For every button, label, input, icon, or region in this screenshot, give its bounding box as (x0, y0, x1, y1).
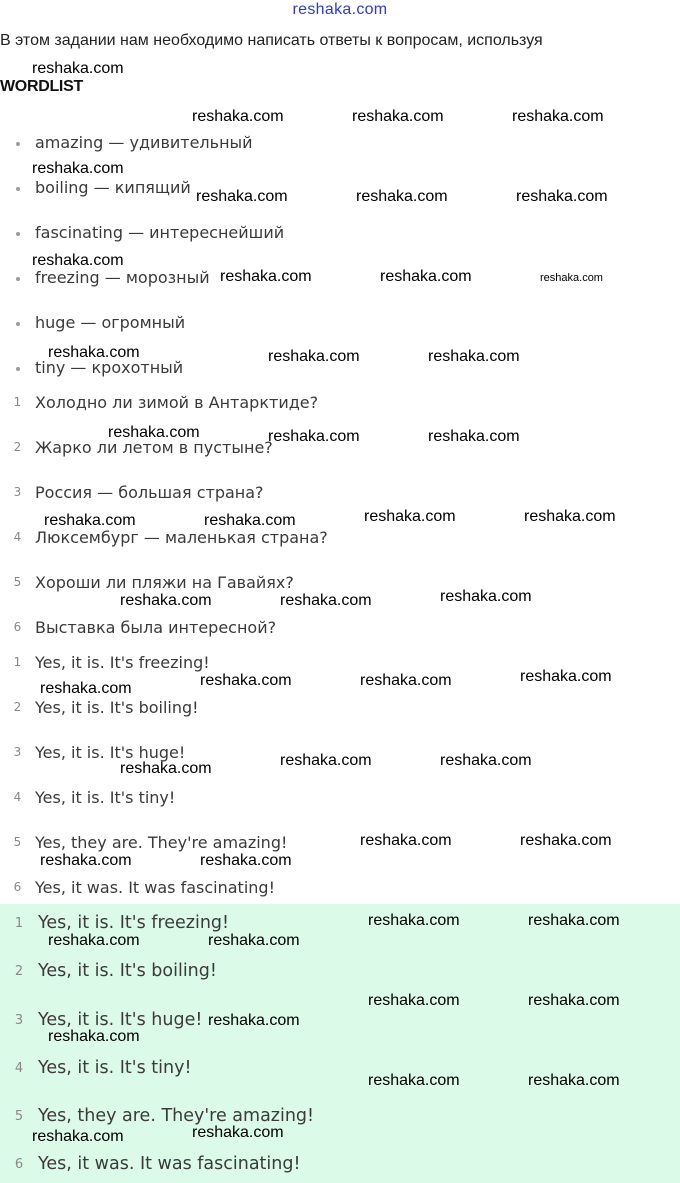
watermark: reshaka.com (208, 1012, 300, 1029)
watermark: reshaka.com (528, 1072, 620, 1089)
bullet-icon (0, 180, 35, 194)
answer-text: Yes, it is. It's huge! (38, 1010, 203, 1030)
watermark: reshaka.com (40, 680, 132, 697)
watermark: reshaka.com (32, 160, 124, 177)
watermark: reshaka.com (280, 592, 372, 609)
item-number: 2 (13, 700, 22, 714)
watermark: reshaka.com (44, 512, 136, 529)
watermark: reshaka.com (48, 932, 140, 949)
item-number: 3 (13, 485, 22, 499)
watermark: reshaka.com (368, 992, 460, 1009)
bullet-icon (0, 270, 35, 284)
answer-text: Yes, it was. It was fascinating! (35, 877, 275, 897)
watermark: reshaka.com (48, 1028, 140, 1045)
wordlist-entry: huge — огромный (35, 312, 186, 332)
watermark: reshaka.com (360, 832, 452, 849)
watermark: reshaka.com (120, 592, 212, 609)
list-item (0, 782, 175, 812)
watermark: reshaka.com (364, 508, 456, 525)
bullet-icon (0, 360, 35, 374)
watermark: reshaka.com (120, 760, 212, 777)
answer-text: Yes, they are. They're amazing! (35, 832, 288, 852)
watermark: reshaka.com (528, 912, 620, 929)
item-number: 4 (14, 1060, 24, 1076)
question-text: Люксембург — маленькая страна? (35, 527, 328, 547)
item-number: 6 (14, 1156, 24, 1172)
item-number: 5 (14, 1108, 24, 1124)
list-item (0, 1147, 300, 1181)
item-number: 2 (14, 963, 24, 979)
answer-text: Yes, it is. It's freezing! (35, 652, 210, 672)
watermark: reshaka.com (208, 932, 300, 949)
answer-text: Yes, it was. It was fascinating! (38, 1154, 301, 1174)
watermark: reshaka.com (200, 852, 292, 869)
item-number: 1 (13, 655, 22, 669)
item-number: 3 (13, 745, 22, 759)
wordlist-entry: tiny — крохотный (35, 357, 184, 377)
watermark: reshaka.com (220, 268, 312, 285)
watermark: reshaka.com (520, 668, 612, 685)
list-item (0, 647, 210, 677)
item-number: 4 (13, 790, 22, 804)
watermark: reshaka.com (356, 188, 448, 205)
answer-text: Yes, it is. It's huge! (35, 742, 186, 762)
intro-text: В этом задании нам необходимо написать ответы к вопросам, используя (0, 32, 543, 49)
watermark: reshaka.com (512, 108, 604, 125)
watermark: reshaka.com (32, 60, 124, 77)
watermark: reshaka.com (200, 672, 292, 689)
watermark: reshaka.com (524, 508, 616, 525)
watermark: reshaka.com (32, 1128, 124, 1145)
wordlist-entry: amazing — удивительный (35, 132, 253, 152)
watermark: reshaka.com (368, 912, 460, 929)
wordlist-entry: freezing — морозный (35, 267, 210, 287)
watermark: reshaka.com (108, 424, 200, 441)
watermark: reshaka.com (360, 672, 452, 689)
watermark: reshaka.com (528, 992, 620, 1009)
list-item (0, 872, 275, 902)
watermark: reshaka.com (192, 108, 284, 125)
answer-text: Yes, it is. It's boiling! (38, 961, 217, 981)
watermark: reshaka.com (516, 188, 608, 205)
item-number: 5 (13, 575, 22, 589)
watermark: reshaka.com (192, 1124, 284, 1141)
site-logo[interactable]: reshaka.com (292, 1, 388, 18)
item-number: 5 (13, 835, 22, 849)
question-text: Холодно ли зимой в Антарктиде? (35, 392, 319, 412)
item-number: 6 (13, 880, 22, 894)
watermark: reshaka.com (196, 188, 288, 205)
item-number: 3 (14, 1012, 24, 1028)
watermark: reshaka.com (368, 1072, 460, 1089)
wordlist-entry: fascinating — интереснейший (35, 222, 285, 242)
list-item (0, 387, 318, 417)
watermark: reshaka.com (352, 108, 444, 125)
question-text: Выставка была интересной? (35, 617, 277, 637)
watermark: reshaka.com (280, 752, 372, 769)
watermark: reshaka.com (48, 344, 140, 361)
watermark: reshaka.com (268, 348, 360, 365)
watermark: reshaka.com (440, 752, 532, 769)
answer-text: Yes, they are. They're amazing! (38, 1106, 315, 1126)
answer-text: Yes, it is. It's freezing! (38, 913, 230, 933)
question-text: Россия — большая страна? (35, 482, 264, 502)
watermark: reshaka.com (520, 832, 612, 849)
watermark: reshaka.com (428, 428, 520, 445)
wordlist-entry: boiling — кипящий (35, 177, 191, 197)
watermark: reshaka.com (32, 252, 124, 269)
list-item (0, 477, 264, 507)
watermark: reshaka.com (380, 268, 472, 285)
watermark: reshaka.com (428, 348, 520, 365)
bullet-icon (0, 135, 35, 149)
bullet-icon (0, 225, 35, 239)
list-item (0, 217, 284, 247)
item-number: 4 (13, 530, 22, 544)
list-item (0, 954, 217, 988)
list-item (0, 1051, 191, 1085)
question-text: Хороши ли пляжи на Гавайях? (35, 572, 294, 592)
watermark: reshaka.com (440, 588, 532, 605)
answer-text: Yes, it is. It's boiling! (35, 697, 199, 717)
item-number: 6 (13, 620, 22, 634)
item-number: 1 (13, 395, 22, 409)
answer-text: Yes, it is. It's tiny! (38, 1058, 192, 1078)
list-item (0, 127, 253, 157)
watermark: reshaka.com (540, 272, 603, 284)
item-number: 2 (13, 440, 22, 454)
list-item (0, 307, 185, 337)
item-number: 1 (14, 915, 24, 931)
wordlist-heading: WORDLIST (0, 78, 83, 95)
watermark: reshaka.com (40, 852, 132, 869)
list-item (0, 612, 276, 642)
answer-text: Yes, it is. It's tiny! (35, 787, 176, 807)
watermark: reshaka.com (204, 512, 296, 529)
bullet-icon (0, 315, 35, 329)
question-text: Жарко ли летом в пустыне? (35, 437, 273, 457)
watermark: reshaka.com (268, 428, 360, 445)
